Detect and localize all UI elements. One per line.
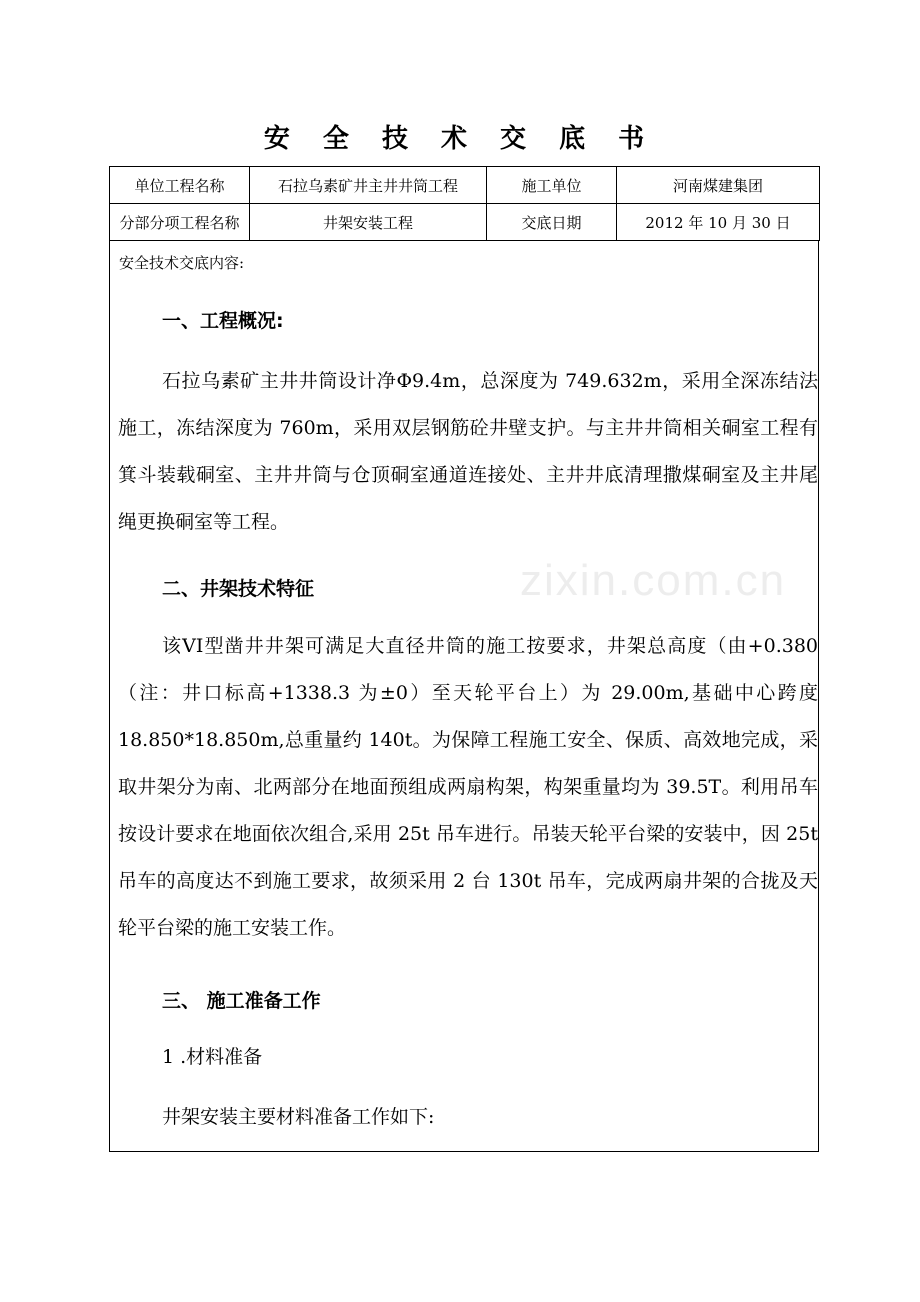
header-row-subproject [110,204,820,241]
section-1-paragraph: 石拉乌素矿主井井筒设计净Φ9.4m，总深度为 749.632m，采用全深冻结法施工，冻结深度为 760m，采用双层钢筋砼井壁支护。与主井井筒相关硐室工程有箕斗装载硐室、主井井筒与仓顶硐室通道连接处、主井井底清理撒煤硐室及主井尾绳更换硐室等工程。 [118,370,818,533]
content-intro-label: 安全技术交底内容: [119,254,245,272]
briefing-content-box [109,240,819,1152]
header-row-unit [110,167,820,204]
document-title: 安 全 技 术 交 底 书 [263,124,657,154]
section-2-heading: 二、井架技术特征 [162,578,315,600]
briefing-date-label: 交底日期 [487,204,617,241]
materials-intro-line: 井架安装主要材料准备工作如下: [162,1106,435,1128]
construction-unit-label: 施工单位 [487,167,617,204]
construction-unit-value: 河南煤建集团 [617,167,820,204]
materials-subheading: 1 .材料准备 [162,1046,263,1068]
watermark: zixin.com.cn [520,556,787,605]
unit-project-value: 石拉乌素矿井主井井筒工程 [250,167,487,204]
unit-project-label: 单位工程名称 [110,167,250,204]
section-1-heading: 一、工程概况: [162,310,284,332]
section-3-heading: 三、 施工准备工作 [162,990,321,1012]
subproject-label: 分部分项工程名称 [110,204,250,241]
subproject-value: 井架安装工程 [250,204,487,241]
section-2-paragraph: 该VI型凿井井架可满足大直径井筒的施工按要求，井架总高度（由+0.380（注：井口标高+1338.3 为±0）至天轮平台上）为 29.00m,基础中心跨度 18.850*18.850m,总重量约 140t。为保障工程施工安全、保质、高效地完成，采取井架分为南、北两部分在地面预组成两扇构架，构架重量均为 39.5T。利用吊车按设计要求在地面依次组合,采用 25t 吊车进行。吊装天轮平台梁的安装中，因 25t 吊车的高度达不到施工要求，故须采用 2 台 130t 吊车，完成两扇井架的合拢及天轮平台梁的施工安装工作。 [118,635,818,939]
briefing-date-value: 2012 年 10 月 30 日 [617,204,820,241]
header-table [109,166,820,241]
